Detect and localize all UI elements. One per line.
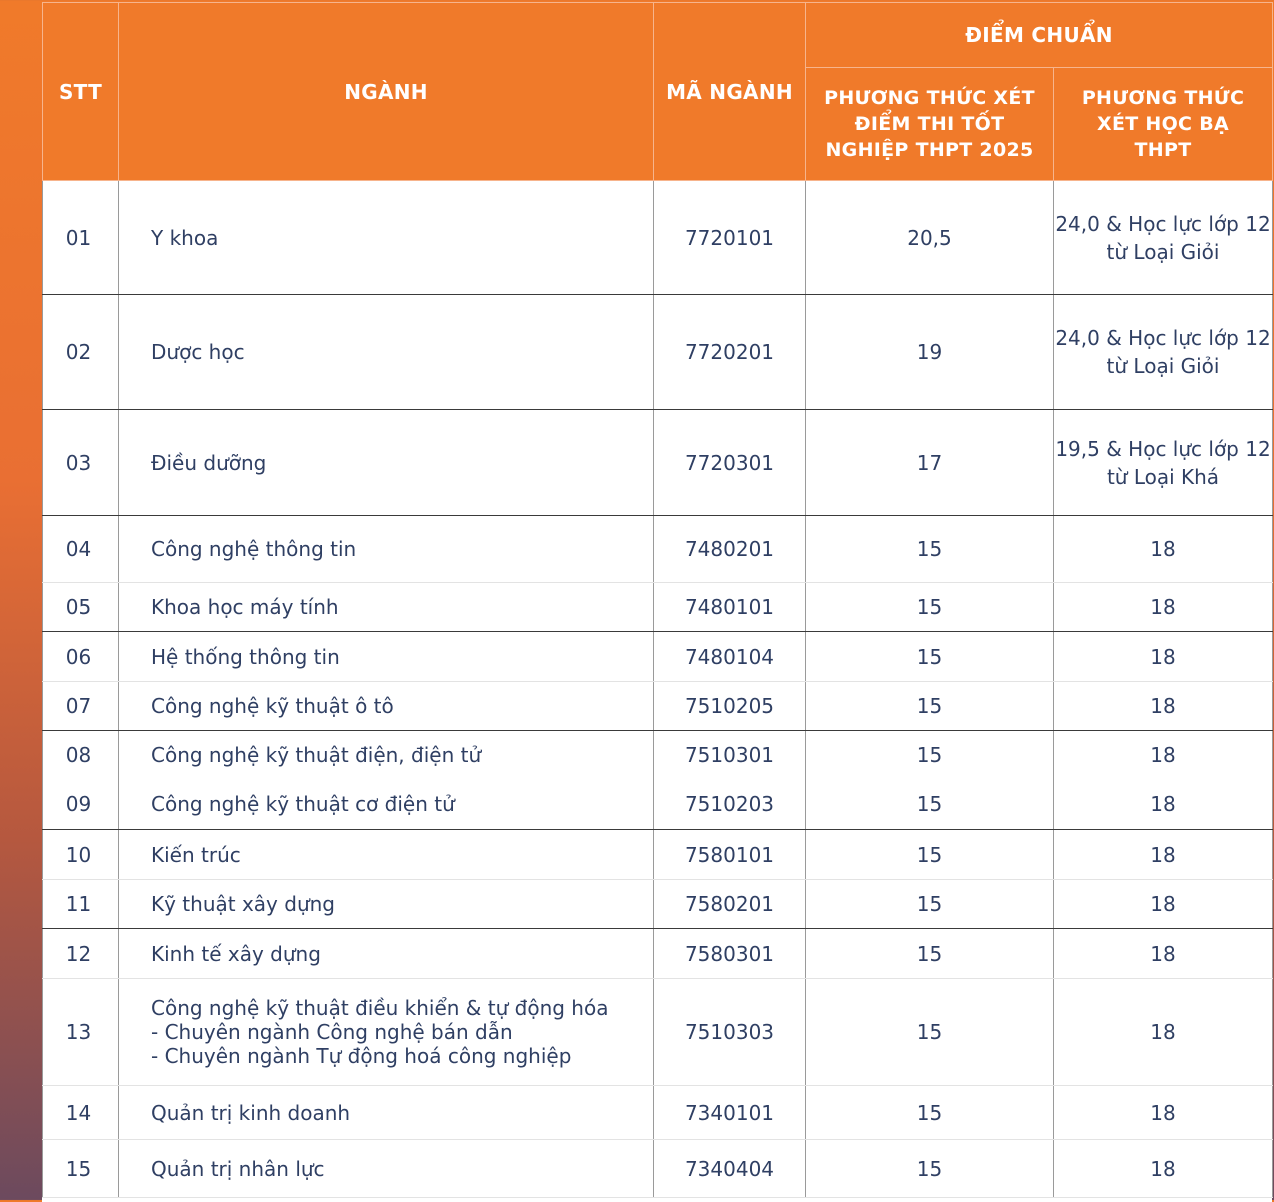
row-stt: 13 — [43, 979, 119, 1086]
header-diem-chuan: ĐIỂM CHUẨN — [806, 3, 1273, 68]
row-thpt: 20,5 — [806, 181, 1054, 295]
row-thpt: 17 — [806, 410, 1054, 516]
row-thpt: 15 — [806, 583, 1054, 632]
table-row — [43, 682, 1273, 731]
table-row — [43, 410, 1273, 516]
table-row — [43, 181, 1273, 295]
admission-score-table — [42, 2, 1273, 1198]
row-code: 7510205 — [654, 682, 806, 731]
row-hocba-line1: 24,0 & Học lực lớp 12 — [1055, 211, 1271, 236]
row-stt: 06 — [43, 632, 119, 682]
row-thpt: 15 — [806, 880, 1054, 929]
table-row — [43, 295, 1273, 410]
row-code: 7720101 — [654, 181, 806, 295]
row-hocba: 18 — [1054, 632, 1273, 682]
row-hocba: 18 — [1054, 1140, 1273, 1198]
row-code: 7340404 — [654, 1140, 806, 1198]
row-hocba: 18 — [1054, 880, 1273, 929]
row-stt: 09 — [43, 780, 119, 830]
row-stt: 05 — [43, 583, 119, 632]
row-hocba-line2: từ Loại Giỏi — [1106, 354, 1220, 378]
row-name: Công nghệ kỹ thuật cơ điện tử — [119, 780, 654, 830]
row-hocba: 18 — [1054, 780, 1273, 830]
row-thpt: 15 — [806, 780, 1054, 830]
row-code: 7510301 — [654, 731, 806, 780]
row-thpt: 15 — [806, 731, 1054, 780]
row-hocba — [1054, 295, 1273, 410]
row-stt: 04 — [43, 516, 119, 583]
row-name: Quản trị kinh doanh — [119, 1086, 654, 1140]
row-name: Quản trị nhân lực — [119, 1140, 654, 1198]
row-name: Kinh tế xây dựng — [119, 929, 654, 979]
header-ma-nganh: MÃ NGÀNH — [654, 3, 806, 181]
row-hocba: 18 — [1054, 1086, 1273, 1140]
row-name: Kỹ thuật xây dựng — [119, 880, 654, 929]
row-code: 7580101 — [654, 830, 806, 880]
table-row — [43, 1086, 1273, 1140]
row-code: 7720201 — [654, 295, 806, 410]
table-row — [43, 516, 1273, 583]
row-thpt: 15 — [806, 929, 1054, 979]
row-hocba — [1054, 181, 1273, 295]
row-name — [119, 979, 654, 1086]
table-row — [43, 780, 1273, 830]
row-name: Y khoa — [119, 181, 654, 295]
row-code: 7480101 — [654, 583, 806, 632]
header-pt-hocba: PHƯƠNG THỨC XÉT HỌC BẠ THPT — [1054, 68, 1273, 181]
row-stt: 01 — [43, 181, 119, 295]
row-name: Dược học — [119, 295, 654, 410]
row-code: 7480104 — [654, 632, 806, 682]
admission-score-table-card — [42, 2, 1272, 1202]
row-hocba-line1: 19,5 & Học lực lớp 12 — [1055, 436, 1271, 461]
row-stt: 02 — [43, 295, 119, 410]
table-row — [43, 731, 1273, 780]
row-thpt: 15 — [806, 516, 1054, 583]
row-stt: 14 — [43, 1086, 119, 1140]
row-hocba: 18 — [1054, 929, 1273, 979]
row-hocba-line2: từ Loại Giỏi — [1106, 239, 1220, 264]
row-hocba: 18 — [1054, 731, 1273, 780]
row-code: 7720301 — [654, 410, 806, 516]
row-name-sub1: - Chuyên ngành Công nghệ bán dẫn — [151, 1020, 513, 1044]
table-row — [43, 979, 1273, 1086]
table-row — [43, 583, 1273, 632]
row-hocba: 18 — [1054, 830, 1273, 880]
row-stt: 03 — [43, 410, 119, 516]
row-stt: 11 — [43, 880, 119, 929]
row-stt: 15 — [43, 1140, 119, 1198]
row-stt: 10 — [43, 830, 119, 880]
row-hocba: 18 — [1054, 516, 1273, 583]
row-name: Khoa học máy tính — [119, 583, 654, 632]
row-name: Công nghệ kỹ thuật ô tô — [119, 682, 654, 731]
row-name: Công nghệ kỹ thuật điện, điện tử — [119, 731, 654, 780]
row-hocba: 18 — [1054, 682, 1273, 731]
row-hocba — [1054, 410, 1273, 516]
row-stt: 12 — [43, 929, 119, 979]
row-code: 7510303 — [654, 979, 806, 1086]
row-code: 7580301 — [654, 929, 806, 979]
row-hocba-line2: từ Loại Khá — [1106, 464, 1220, 489]
row-thpt: 15 — [806, 1140, 1054, 1198]
row-code: 7510203 — [654, 780, 806, 830]
table-body — [43, 181, 1273, 1198]
row-thpt: 19 — [806, 295, 1054, 410]
table-row — [43, 1140, 1273, 1198]
row-thpt: 15 — [806, 1086, 1054, 1140]
table-row — [43, 929, 1273, 979]
row-name: Công nghệ thông tin — [119, 516, 654, 583]
row-name-sub2: - Chuyên ngành Tự động hoá công nghiệp — [151, 1044, 572, 1068]
table-header — [43, 3, 1273, 181]
header-stt: STT — [43, 3, 119, 181]
row-hocba: 18 — [1054, 583, 1273, 632]
row-name: Hệ thống thông tin — [119, 632, 654, 682]
row-code: 7340101 — [654, 1086, 806, 1140]
row-stt: 07 — [43, 682, 119, 731]
table-row — [43, 632, 1273, 682]
table-row — [43, 830, 1273, 880]
row-hocba: 18 — [1054, 979, 1273, 1086]
row-thpt: 15 — [806, 682, 1054, 731]
header-pt-thpt: PHƯƠNG THỨC XÉT ĐIỂM THI TỐT NGHIỆP THPT 2025 — [806, 68, 1054, 181]
row-code: 7480201 — [654, 516, 806, 583]
row-thpt: 15 — [806, 830, 1054, 880]
row-code: 7580201 — [654, 880, 806, 929]
row-name: Kiến trúc — [119, 830, 654, 880]
row-hocba-line1: 24,0 & Học lực lớp 12 — [1055, 326, 1271, 350]
row-name-main: Công nghệ kỹ thuật điều khiển & tự động hóa — [151, 996, 609, 1020]
header-nganh: NGÀNH — [119, 3, 654, 181]
row-stt: 08 — [43, 731, 119, 780]
row-thpt: 15 — [806, 632, 1054, 682]
row-thpt: 15 — [806, 979, 1054, 1086]
row-name: Điều dưỡng — [119, 410, 654, 516]
table-row — [43, 880, 1273, 929]
